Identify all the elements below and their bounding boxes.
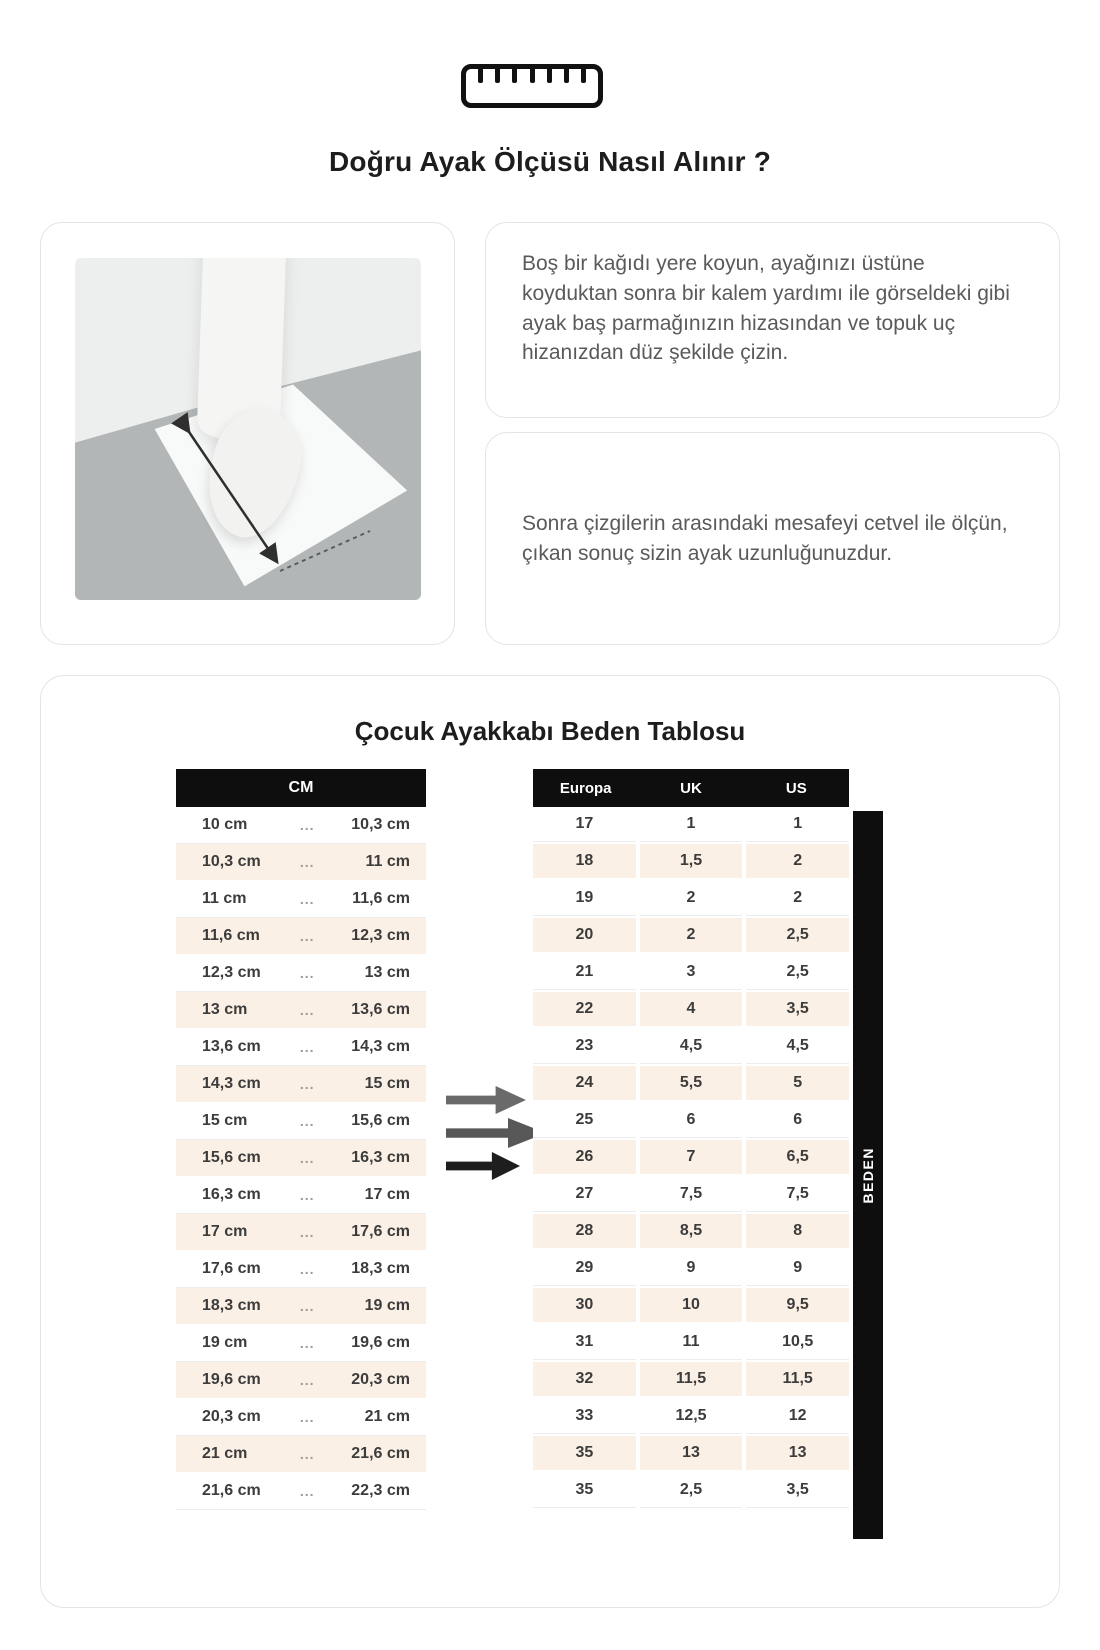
measure-arrow-icon — [75, 258, 421, 600]
size-table-cell: 35 — [533, 1473, 636, 1508]
cm-table-cell: ... — [299, 1039, 315, 1055]
size-table-row — [533, 1325, 849, 1362]
size-table-cell: 5,5 — [640, 1066, 743, 1101]
cm-table — [176, 769, 426, 1510]
instruction-card-step2 — [485, 432, 1060, 645]
ruler-tick — [530, 69, 535, 83]
beden-side-bar — [853, 811, 883, 1539]
size-table-cell: 11,5 — [746, 1362, 849, 1397]
size-table-cell: 8 — [746, 1214, 849, 1249]
size-table-cell: 24 — [533, 1066, 636, 1101]
ruler-tick — [581, 69, 586, 83]
cm-table-cell: 11 cm — [365, 853, 410, 870]
size-table-cell: 4 — [640, 992, 743, 1027]
size-table-cell: 20 — [533, 918, 636, 953]
cm-table-row — [176, 1325, 426, 1362]
cm-table-row — [176, 992, 426, 1029]
arrow-right-icon — [446, 1118, 546, 1148]
cm-table-row — [176, 1288, 426, 1325]
arrow-right-icon — [446, 1152, 520, 1180]
size-table-cell: 10,5 — [746, 1325, 849, 1360]
cm-table-row — [176, 1140, 426, 1177]
size-table-body — [533, 807, 849, 1510]
size-table-cell: 35 — [533, 1436, 636, 1471]
cm-table-cell: 12,3 cm — [202, 964, 261, 981]
size-table-cell: 7,5 — [746, 1177, 849, 1212]
size-table-cell: 6,5 — [746, 1140, 849, 1175]
cm-table-cell: 18,3 cm — [351, 1260, 410, 1277]
ruler-icon — [461, 64, 603, 108]
size-table-title: Çocuk Ayakkabı Beden Tablosu — [354, 716, 746, 746]
cm-table-cell: 19 cm — [202, 1334, 248, 1351]
cm-table-cell: 11,6 cm — [352, 890, 410, 907]
size-table-cell: 11,5 — [640, 1362, 743, 1397]
size-table-cell: 9 — [640, 1251, 743, 1286]
ruler-tick — [495, 69, 500, 83]
size-table-cell: 6 — [746, 1103, 849, 1138]
size-table-cell: 4,5 — [640, 1029, 743, 1064]
cm-table-row — [176, 807, 426, 844]
cm-table-cell: ... — [299, 1261, 315, 1277]
size-table-cell: 31 — [533, 1325, 636, 1360]
size-table-cell: 5 — [746, 1066, 849, 1101]
cm-table-cell: 12,3 cm — [351, 927, 410, 944]
size-table-cell: 2,5 — [746, 918, 849, 953]
size-table-row — [533, 1103, 849, 1140]
size-table-cell: 9 — [746, 1251, 849, 1286]
size-table-row — [533, 1140, 849, 1177]
size-table-cell: 2 — [640, 881, 743, 916]
cm-table-cell: ... — [299, 928, 315, 944]
beden-label: BEDEN — [860, 1146, 876, 1204]
cm-table-cell: 15 cm — [364, 1075, 410, 1092]
cm-table-cell: 17 cm — [364, 1186, 410, 1203]
cm-table-cell: 16,3 cm — [351, 1149, 410, 1166]
size-table-row — [533, 881, 849, 918]
cm-table-cell: ... — [299, 1483, 315, 1499]
cm-table-row — [176, 1362, 426, 1399]
cm-table-cell: 14,3 cm — [202, 1075, 261, 1092]
size-table-row — [533, 1436, 849, 1473]
size-table-cell: 30 — [533, 1288, 636, 1323]
cm-table-cell: 13,6 cm — [351, 1001, 410, 1018]
size-table-cell: 7,5 — [640, 1177, 743, 1212]
cm-table-cell: ... — [299, 1113, 315, 1129]
instruction-card-step1 — [485, 222, 1060, 418]
cm-table-cell: ... — [299, 1335, 315, 1351]
cm-table-cell: 22,3 cm — [351, 1482, 410, 1499]
cm-table-row — [176, 1103, 426, 1140]
size-table-cell: 27 — [533, 1177, 636, 1212]
cm-table-row — [176, 1177, 426, 1214]
cm-table-cell: 13 cm — [202, 1001, 248, 1018]
cm-table-cell: 15,6 cm — [351, 1112, 410, 1129]
size-table-cell: 12 — [746, 1399, 849, 1434]
cm-table-cell: 15,6 cm — [202, 1149, 261, 1166]
size-table-row — [533, 1251, 849, 1288]
cm-table-cell: ... — [299, 1446, 315, 1462]
size-table-cell: 22 — [533, 992, 636, 1027]
size-table-cell: 10 — [640, 1288, 743, 1323]
cm-table-cell: ... — [299, 817, 315, 833]
cm-table-row — [176, 1214, 426, 1251]
cm-table-cell: 11 cm — [202, 890, 247, 907]
size-table-cell: 11 — [640, 1325, 743, 1360]
size-table-cell: 2 — [746, 881, 849, 916]
cm-table-cell: 13 cm — [364, 964, 410, 981]
size-table-row — [533, 1214, 849, 1251]
cm-table-cell: 10,3 cm — [202, 853, 261, 870]
size-table-cell: 2 — [746, 844, 849, 879]
size-table-cell: 2 — [640, 918, 743, 953]
size-table-cell: 3 — [640, 955, 743, 990]
cm-table-cell: ... — [299, 854, 315, 870]
size-table-cell: 13 — [746, 1436, 849, 1471]
foot-measure-illustration — [75, 258, 421, 600]
size-table-cell: 13 — [640, 1436, 743, 1471]
cm-table-row — [176, 1029, 426, 1066]
cm-table-cell: 21 cm — [364, 1408, 410, 1425]
cm-table-cell: ... — [299, 1150, 315, 1166]
size-table-row — [533, 1288, 849, 1325]
arrow-right-icon — [446, 1086, 526, 1114]
cm-table-cell: ... — [299, 1076, 315, 1092]
cm-table-body — [176, 807, 426, 1510]
cm-table-cell: ... — [299, 1002, 315, 1018]
cm-table-row — [176, 918, 426, 955]
size-table-cell: 25 — [533, 1103, 636, 1138]
size-table-row — [533, 1177, 849, 1214]
page-title: Doğru Ayak Ölçüsü Nasıl Alınır ? — [328, 146, 772, 177]
cm-table-row — [176, 1473, 426, 1510]
size-table-cell: 19 — [533, 881, 636, 916]
size-table-cell: 4,5 — [746, 1029, 849, 1064]
cm-table-cell: 18,3 cm — [202, 1297, 261, 1314]
cm-table-cell: ... — [299, 1372, 315, 1388]
size-table-cell: 29 — [533, 1251, 636, 1286]
size-table-row — [533, 1066, 849, 1103]
size-table-header — [533, 769, 849, 807]
cm-table-cell: 20,3 cm — [202, 1408, 261, 1425]
cm-table-cell: 15 cm — [202, 1112, 248, 1129]
cm-table-row — [176, 1436, 426, 1473]
cm-table-row — [176, 1251, 426, 1288]
size-table-cell: 18 — [533, 844, 636, 879]
cm-table-row — [176, 955, 426, 992]
cm-table-cell: 17,6 cm — [202, 1260, 261, 1277]
size-table-row — [533, 844, 849, 881]
size-table-row — [533, 1362, 849, 1399]
size-table-cell: 23 — [533, 1029, 636, 1064]
cm-table-cell: 16,3 cm — [202, 1186, 261, 1203]
cm-table-cell: 14,3 cm — [351, 1038, 410, 1055]
size-table-cell: 26 — [533, 1140, 636, 1175]
size-table-cell: 7 — [640, 1140, 743, 1175]
cm-table-cell: ... — [299, 1298, 315, 1314]
size-table-cell: 3,5 — [746, 1473, 849, 1508]
cm-table-row — [176, 844, 426, 881]
cm-table-cell: 21 cm — [202, 1445, 248, 1462]
size-table-row — [533, 1399, 849, 1436]
cm-table-cell: 21,6 cm — [202, 1482, 261, 1499]
size-table-row — [533, 992, 849, 1029]
size-table-cell: 8,5 — [640, 1214, 743, 1249]
cm-table-row — [176, 1399, 426, 1436]
size-table-header-cell: Europa — [559, 779, 612, 797]
size-table-cell: 1,5 — [640, 844, 743, 879]
cm-table-cell: ... — [299, 1409, 315, 1425]
size-table-cell: 1 — [640, 807, 743, 842]
size-table-row — [533, 1473, 849, 1510]
size-table-cell: 32 — [533, 1362, 636, 1397]
size-table-row — [533, 955, 849, 992]
ruler-tick — [547, 69, 552, 83]
cm-table-cell: 10 cm — [202, 816, 248, 833]
cm-table-cell: ... — [299, 1224, 315, 1240]
size-table-header-cell: UK — [680, 779, 702, 797]
size-table-cell: 9,5 — [746, 1288, 849, 1323]
size-table-cell: 3,5 — [746, 992, 849, 1027]
cm-table-header: CM — [176, 769, 426, 807]
size-table-row — [533, 918, 849, 955]
size-table-row — [533, 807, 849, 844]
cm-table-row — [176, 1066, 426, 1103]
cm-table-cell: ... — [299, 965, 315, 981]
size-conversion-table — [533, 769, 849, 1510]
foot-measure-image-card — [40, 222, 455, 645]
cm-table-cell: 20,3 cm — [351, 1371, 410, 1388]
cm-table-cell: 19,6 cm — [351, 1334, 410, 1351]
ruler-tick — [512, 69, 517, 83]
cm-table-cell: ... — [299, 1187, 315, 1203]
size-table-cell: 21 — [533, 955, 636, 990]
cm-table-cell: 13,6 cm — [202, 1038, 261, 1055]
cm-table-cell: 17 cm — [202, 1223, 248, 1240]
size-table-cell: 28 — [533, 1214, 636, 1249]
size-table-cell: 6 — [640, 1103, 743, 1138]
cm-table-row — [176, 881, 426, 918]
instruction-step1-text: Boş bir kağıdı yere koyun, ayağınızı üstüne koyduktan sonra bir kalem yardımı ile görseldeki gibi ayak baş parmağınızın hizasından ve topuk uç hizanızdan düz şekilde çizin. — [522, 252, 1010, 365]
size-table-cell: 2,5 — [640, 1473, 743, 1508]
instruction-step2-text: Sonra çizgilerin arasındaki mesafeyi cetvel ile ölçün, çıkan sonuç sizin ayak uzunluğunuzdur. — [522, 511, 1008, 565]
size-table-card — [40, 675, 1060, 1608]
cm-table-cell: 19,6 cm — [202, 1371, 261, 1388]
size-table-cell: 17 — [533, 807, 636, 842]
size-table-cell: 33 — [533, 1399, 636, 1434]
size-table-cell: 12,5 — [640, 1399, 743, 1434]
cm-table-cell: 21,6 cm — [351, 1445, 410, 1462]
cm-table-cell: 19 cm — [364, 1297, 410, 1314]
size-table-cell: 1 — [746, 807, 849, 842]
cm-table-cell: 17,6 cm — [351, 1223, 410, 1240]
cm-table-cell: 11,6 cm — [202, 927, 260, 944]
size-table-row — [533, 1029, 849, 1066]
cm-table-cell: ... — [299, 891, 315, 907]
size-table-cell: 2,5 — [746, 955, 849, 990]
ruler-tick — [478, 69, 483, 83]
cm-table-cell: 10,3 cm — [351, 816, 410, 833]
ruler-tick — [564, 69, 569, 83]
size-table-header-cell: US — [785, 779, 807, 797]
